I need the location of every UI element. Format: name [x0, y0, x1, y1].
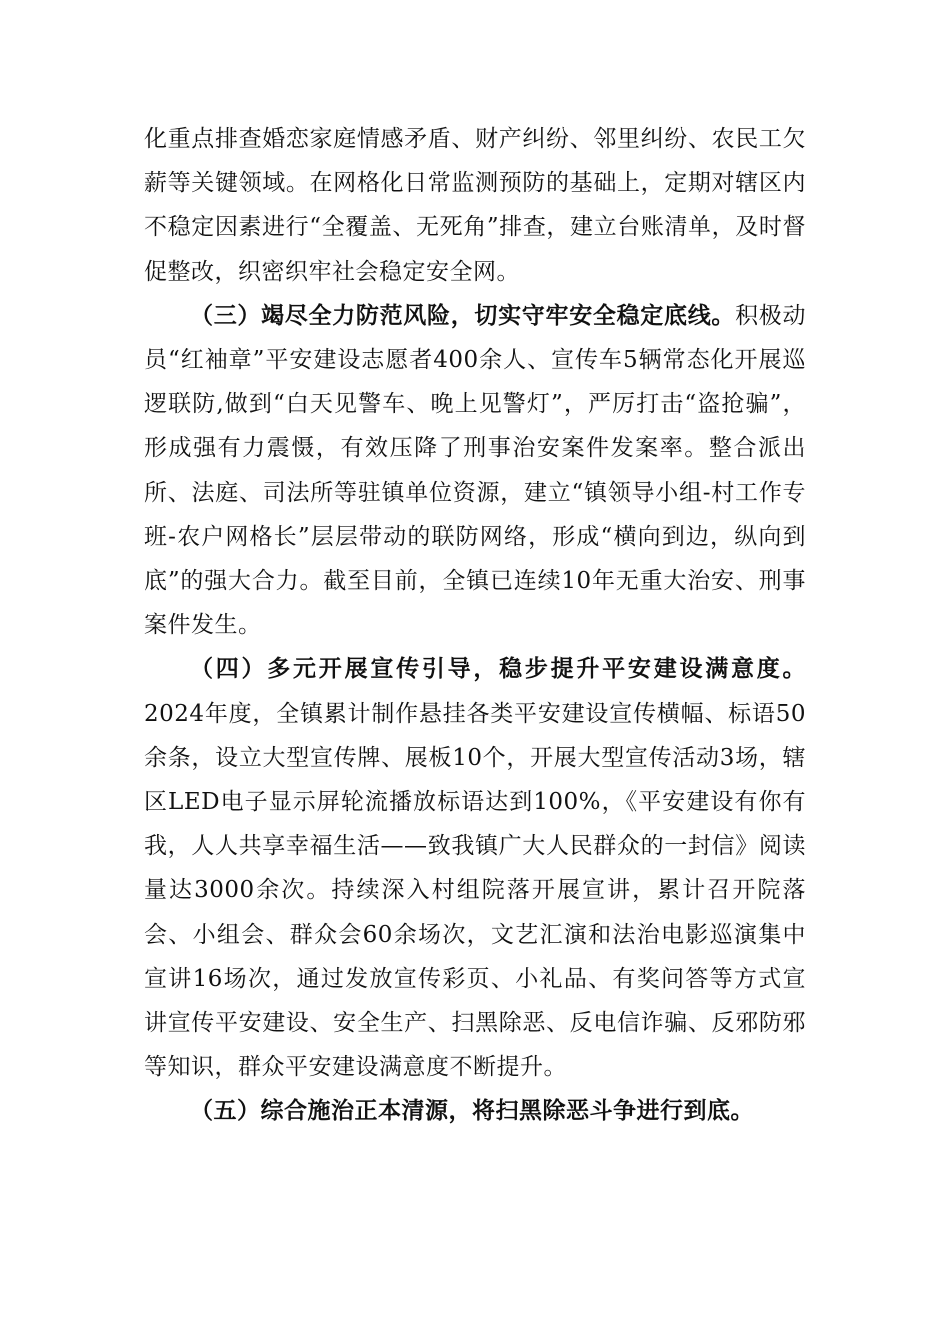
paragraph-text: 化重点排查婚恋家庭情感矛盾、财产纠纷、邻里纠纷、农民工欠薪等关键领域。在网格化日常监测预防的基础上，定期对辖区内不稳定因素进行“全覆盖、无死角”排查，建立台账清单，及时督促整改，织密织牢社会稳定安全网。 — [144, 126, 806, 285]
section-heading: （五）综合施治正本清源，将扫黑除恶斗争进行到底。 — [190, 1097, 754, 1125]
paragraph-section-4 — [144, 647, 806, 1089]
document-body — [144, 117, 806, 1134]
paragraph-continuation — [144, 117, 806, 294]
section-heading: （四）多元开展宣传引导，稳步提升平安建设满意度。 — [190, 655, 806, 683]
paragraph-text: 积极动员“红袖章”平安建设志愿者400余人、宣传车5辆常态化开展巡逻联防,做到“白天见警车、晚上见警灯”，严厉打击“盗抢骗”，形成强有力震慑，有效压降了刑事治安案件发案率。整合派出所、法庭、司法所等驻镇单位资源，建立“镇领导小组-村工作专班-农户网格长”层层带动的联防网络，形成“横向到边，纵向到底”的强大合力。截至目前，全镇已连续10年无重大治安、刑事案件发生。 — [144, 302, 807, 639]
paragraph-text: 2024年度，全镇累计制作悬挂各类平安建设宣传横幅、标语50余条，设立大型宣传牌、展板10个，开展大型宣传活动3场，辖区LED电子显示屏轮流播放标语达到100%，《平安建设有你有我，人人共享幸福生活——致我镇广大人民群众的一封信》阅读量达3000余次。持续深入村组院落开展宣讲，累计召开院落会、小组会、群众会60余场次，文艺汇演和法治电影巡演集中宣讲16场次，通过发放宣传彩页、小礼品、有奖问答等方式宣讲宣传平安建设、安全生产、扫黑除恶、反电信诈骗、反邪防邪等知识，群众平安建设满意度不断提升。 — [144, 700, 806, 1081]
paragraph-section-3 — [144, 294, 806, 648]
paragraph-section-5 — [144, 1089, 806, 1133]
section-heading: （三）竭尽全力防范风险，切实守牢安全稳定底线。 — [190, 301, 736, 329]
